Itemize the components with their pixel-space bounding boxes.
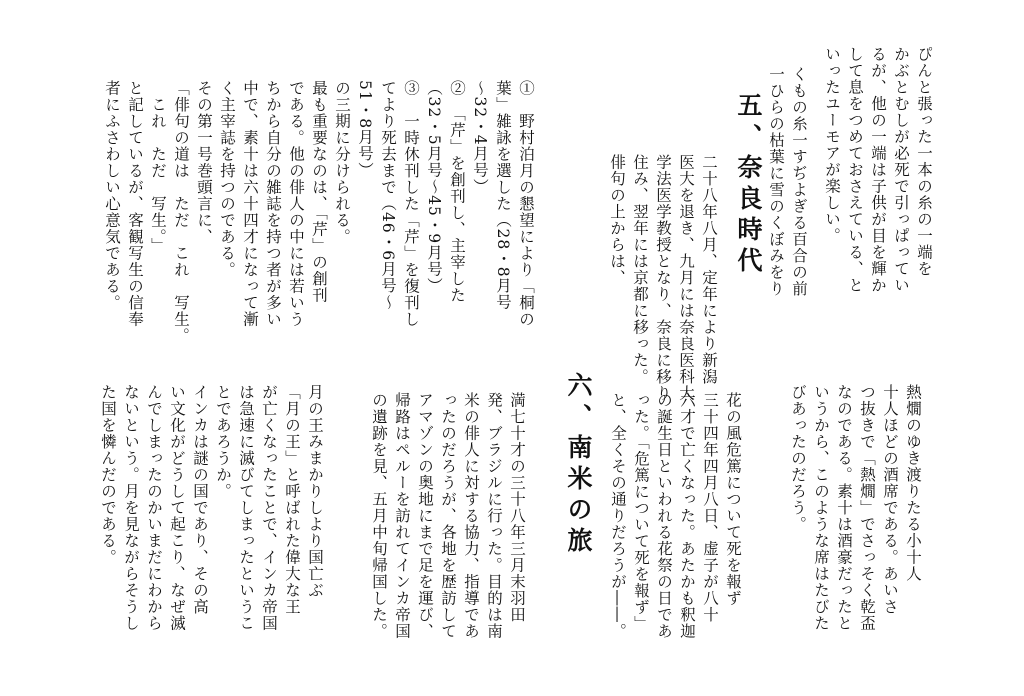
text-line: とであろうか。 — [214, 384, 232, 500]
text-line: 米の俳人に対する協力、指導であ — [462, 392, 480, 640]
text-line: 二十八年八月、定年により新潟 — [700, 154, 718, 385]
quote-line: 「俳句の道は ただ これ 写生。 — [172, 80, 190, 344]
haiku-line: 月の王みまかりしより国亡ぶ — [306, 384, 324, 599]
kyoshi-commentary — [606, 392, 744, 640]
text-line: 三十四年四月八日、虚子が八十 — [701, 392, 719, 623]
list-item: てより死去まで（46・6月号～ — [379, 80, 397, 311]
text-line: の三期に分けられる。 — [333, 80, 351, 245]
haiku-pair — [764, 66, 810, 297]
text-line: 学法医学教授となり、奈良に移り — [654, 154, 672, 402]
text-line: く主宰誌を持つのである。 — [218, 80, 236, 278]
text-line: インカは謎の国であり、その高 — [191, 384, 209, 615]
haiku-line: 熱燗のゆき渡りたる小十人 — [904, 384, 922, 582]
text-line: して息をつめておさえている、と — [846, 46, 864, 294]
text-line: 帰路はペルーを訪れてインカ帝国 — [393, 392, 411, 640]
text-line: アマゾンの奥地にまで足を運び、 — [416, 392, 434, 640]
list-item: 葉」雑詠を選した（28・8月号 — [494, 80, 512, 311]
text-line: と、全くその通りだろうが――。 — [609, 392, 627, 640]
section-heading-south-america: 六、南米の旅 — [564, 372, 593, 558]
section-heading-nara: 五、奈良時代 — [734, 92, 763, 278]
text-line: んでしまったのかいまだにわから — [145, 384, 163, 632]
text-line: った。「危篤について死を報ず」 — [632, 392, 650, 632]
text-line: の遺跡を見、五月中旬帰国した。 — [370, 392, 388, 640]
text-line: 満七十才の三十八年三月末羽田 — [508, 392, 526, 623]
text-line: るが、他の一端は子供が目を輝か — [869, 46, 887, 294]
text-line: が亡くなったことで、インカ帝国 — [260, 384, 278, 632]
text-line: 十人ほどの酒席である。あいさ — [881, 384, 899, 615]
text-line: 住み、翌年には京都に移った。 — [631, 154, 649, 385]
inca-commentary — [96, 384, 326, 632]
text-line: 中で、素十は六十四才になって漸 — [241, 80, 259, 328]
text-line: なのである。素十は酒豪だったと — [835, 384, 853, 632]
text-line: つ抜きで「熱燗」でさっそく乾盃 — [858, 384, 876, 632]
text-line: ったのだろうが、各地を歴訪して — [439, 392, 457, 640]
text-line: た国を憐んだのである。 — [99, 384, 117, 566]
list-item: ③ 一時休刊した「芹」を復刊し — [402, 80, 420, 328]
text-line: と記しているが、客観写生の信奉 — [126, 80, 144, 328]
haiku-line: 一ひらの枯葉に雪のくぼみをり — [767, 66, 785, 297]
list-item: ～32・4月号） — [471, 80, 489, 196]
text-line: 医大を退き、九月には奈良医科大 — [677, 154, 695, 402]
text-line: い文化がどうして起こり、なぜ滅 — [168, 384, 186, 632]
list-item: （32・5月号～45・9月号） — [425, 80, 443, 294]
text-line: いったユーモアが楽しい。 — [823, 46, 841, 244]
haiku-line: くもの糸一すぢよぎる百合の前 — [790, 66, 808, 297]
text-line: いうから、このような席はたびた — [812, 384, 830, 632]
serizine-periods — [100, 80, 537, 344]
text-line: その第一号巻頭言に、 — [195, 80, 213, 245]
nara-paragraph — [605, 154, 720, 402]
atsukan-commentary — [786, 384, 924, 632]
intro-commentary — [820, 46, 935, 294]
quote-line: これ ただ 写生。」 — [149, 80, 167, 254]
text-line: びあったのだろう。 — [789, 384, 807, 533]
text-line: 俳句の上からは、 — [608, 154, 626, 286]
list-item: ② 「芹」を創刊し、主宰した — [448, 80, 466, 304]
text-line: 最も重要なのは、「芹」の創刊 — [310, 80, 328, 304]
text-line: かぶとむしが必死で引っぱってい — [892, 46, 910, 294]
text-line: である。他の俳人の中には若いう — [287, 80, 305, 328]
text-line: は急速に滅びてしまったというこ — [237, 384, 255, 632]
text-line: ちから自分の雑誌を持つ者が多い — [264, 80, 282, 328]
text-line: 六才で亡くなった。あたかも釈迦 — [678, 392, 696, 640]
list-item: 51・8月号） — [356, 80, 374, 179]
text-line: ぴんと張った一本の糸の一端を — [915, 46, 933, 277]
text-line: 者にふさわしい心意気である。 — [103, 80, 121, 311]
haiku-line: 花の風危篤について死を報ず — [724, 392, 742, 607]
text-line: 「月の王」と呼ばれた偉大な王 — [283, 384, 301, 615]
south-america-paragraph — [367, 392, 528, 640]
text-line: の誕生日といわれる花祭の日であ — [655, 392, 673, 640]
text-line: 発、ブラジルに行った。目的は南 — [485, 392, 503, 640]
text-line: ないという。月を見ながらそうし — [122, 384, 140, 632]
list-item: ① 野村泊月の懇望により「桐の — [517, 80, 535, 328]
